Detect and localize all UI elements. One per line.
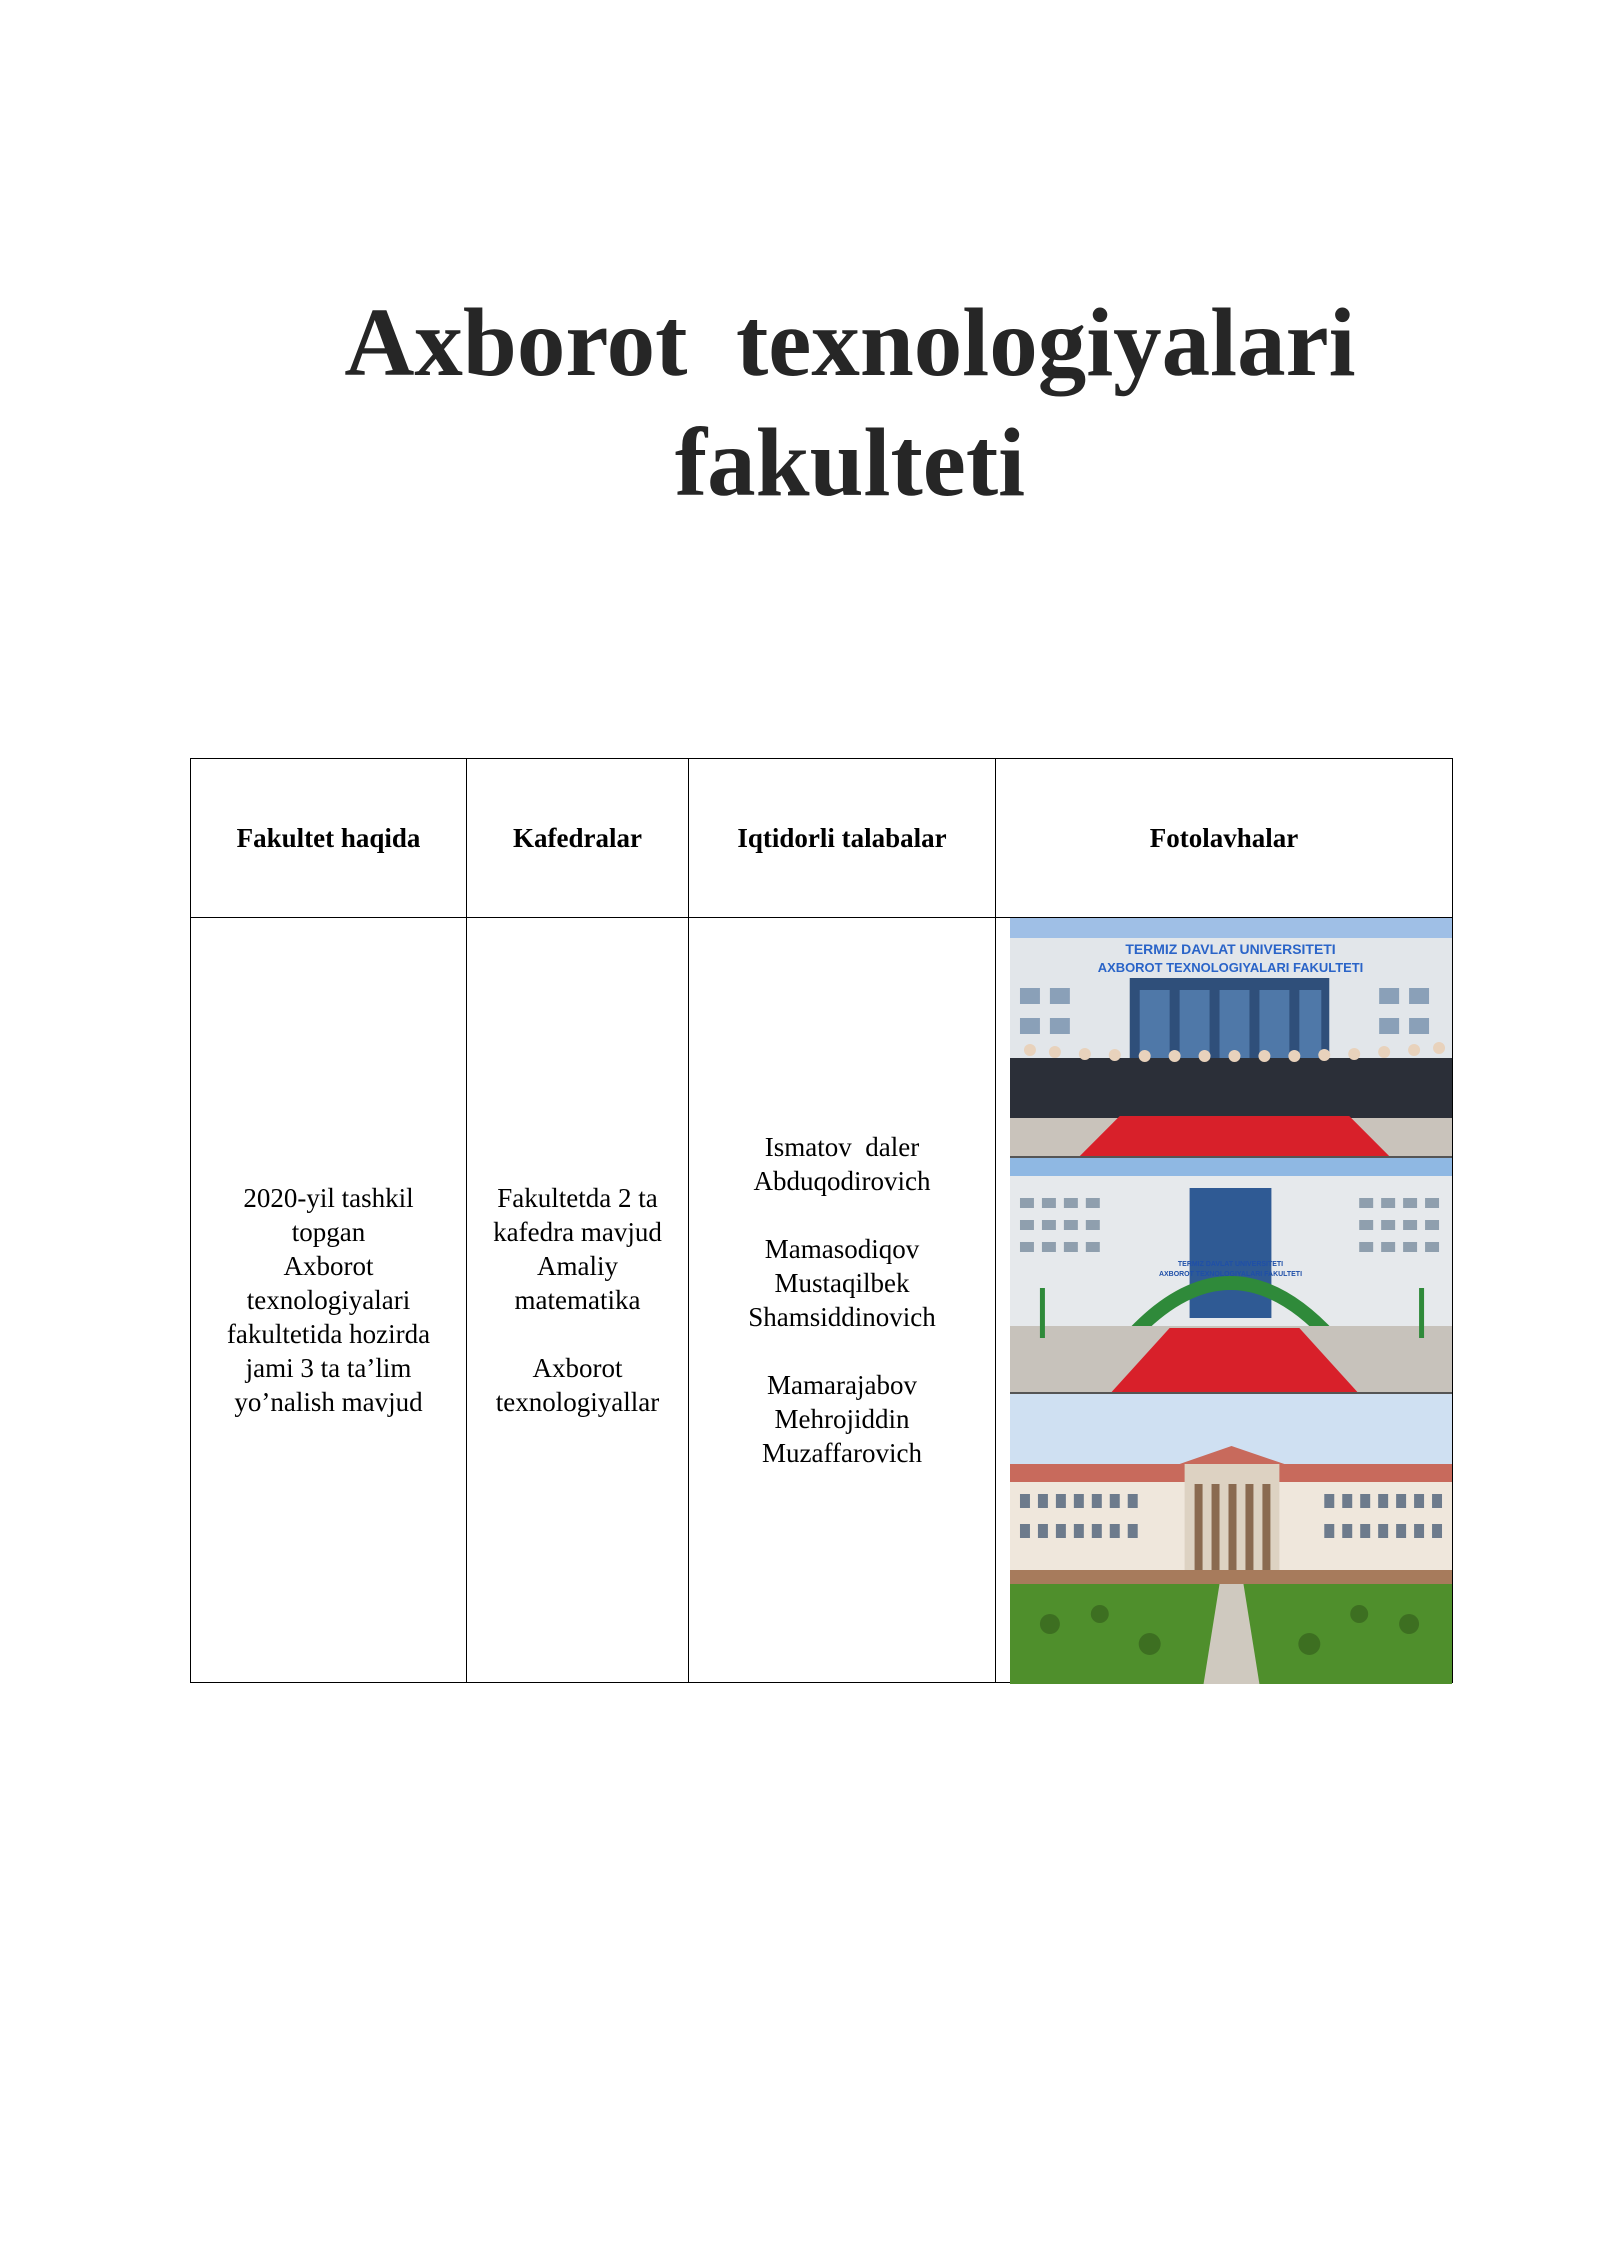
spacer [475,1317,680,1351]
page-title-line-2: fakulteti [674,409,1026,516]
department-line: kafedra mavjud [493,1217,662,1247]
talented-students-cell [689,918,996,1683]
about-line: texnologiyalari [246,1285,411,1315]
faculty-building-entrance-image [1010,1158,1452,1394]
university-main-building-image [1010,1394,1452,1684]
page-title-line-1: Axborot texnologiyalari [344,289,1356,396]
header-about-faculty: Fakultet haqida [191,759,467,918]
student-name-line: Mehrojiddin [774,1404,910,1434]
student-name-line: Shamsiddinovich [748,1302,936,1332]
department-line: texnologiyallar [495,1387,660,1417]
university-main-building-photo [1010,1392,1452,1684]
header-photo-gallery: Fotolavhalar [996,759,1453,918]
student-name-line: Abduqodirovich [753,1166,931,1196]
header-talented-students: Iqtidorli talabalar [689,759,996,918]
photo-1-sign-line-1: TERMIZ DAVLAT UNIVERSITETI [1125,940,1336,958]
table-header-row [191,759,1453,918]
student-name-line: Mustaqilbek [774,1268,910,1298]
page-title [290,283,1410,523]
photo-stack [1010,918,1452,1682]
table-row [191,918,1453,1683]
about-line: fakultetida hozirda [226,1319,431,1349]
faculty-info-table [190,758,1453,1683]
photo-1-sign-line-2: AXBOROT TEXNOLOGIYALARI FAKULTETI [1097,959,1364,976]
department-line: matematika [514,1285,641,1315]
faculty-building-crowd-image [1010,918,1452,1156]
photo-2-sign-line-1: TERMIZ DAVLAT UNIVERSITETI [1177,1260,1284,1269]
student-name-line: Mamasodiqov [764,1234,920,1264]
department-line: Amaliy [537,1251,618,1281]
spacer [697,1334,987,1368]
student-name-line: Muzaffarovich [762,1438,922,1468]
about-line: jami 3 ta ta’lim [245,1353,412,1383]
photo-2-sign-line-2: AXBOROT TEXNOLOGIYALARI FAKULTETI [1158,1270,1303,1279]
about-faculty-cell [191,918,467,1683]
about-line: topgan [291,1217,366,1247]
department-line: Axborot [532,1353,623,1383]
student-name-line: Mamarajabov [767,1370,917,1400]
student-name-line: Ismatov daler [764,1132,920,1162]
photo-gallery-cell [996,918,1453,1683]
header-departments: Kafedralar [467,759,689,918]
spacer [697,1198,987,1232]
departments-cell [467,918,689,1683]
about-line: yo’nalish mavjud [234,1387,423,1417]
faculty-building-entrance-photo [1010,1156,1452,1394]
faculty-building-crowd-photo [1010,918,1452,1156]
about-line: Axborot [283,1251,374,1281]
department-line: Fakultetda 2 ta [497,1183,658,1213]
about-line: 2020-yil tashkil [243,1183,414,1213]
